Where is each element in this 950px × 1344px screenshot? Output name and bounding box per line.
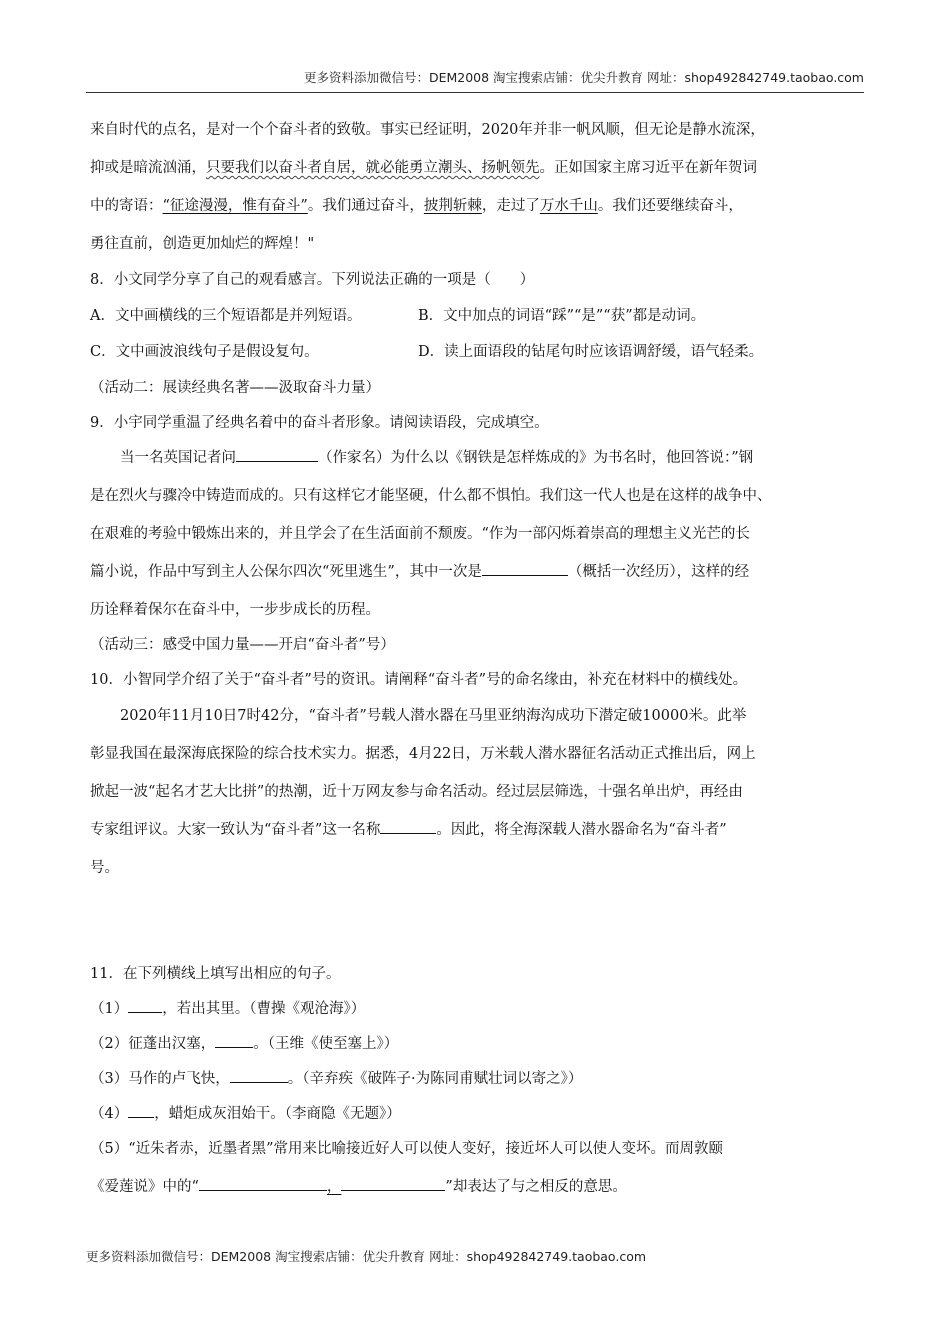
q9-text: （作家名）为什么以《钢铁是怎样炼成的》为书名时，他回答说：”钢 xyxy=(318,450,754,466)
q11-text: ，若出其里。（曹操《观沧海》） xyxy=(162,1001,366,1017)
underlined-phrase: “征途漫漫，惟有奋斗” xyxy=(162,198,308,214)
passage-text: 抑或是暗流汹涌， xyxy=(90,160,206,176)
passage-text: 中的寄语： xyxy=(90,198,163,214)
q11-stem: 11．在下列横线上填写出相应的句子。 xyxy=(90,966,341,982)
q10-text: 。因此，将全海深载人潜水器命名为“奋斗者” xyxy=(436,822,727,838)
q11-item-5-cont xyxy=(90,1175,627,1196)
q11-text: 。（王维《使至塞上》） xyxy=(253,1036,399,1052)
passage-line-2 xyxy=(90,156,757,177)
q9-stem: 9．小宇同学重温了经典名着中的奋斗者形象。请阅读语段，完成填空。 xyxy=(90,415,549,431)
q8-option-d: D．读上面语段的钻尾句时应该语调舒缓，语气轻柔。 xyxy=(418,344,764,360)
q10-line-3: 掀起一波“起名才艺大比拼”的热潮，近十万网友参与命名活动。经过层层筛选，十强名单出炉，再经由 xyxy=(90,784,743,800)
activity-2-heading: （活动二：展读经典名著——汲取奋斗力量） xyxy=(90,380,380,396)
q11-item-4 xyxy=(90,1102,401,1123)
q9-line-4 xyxy=(90,560,749,581)
page-footer: 更多资料添加微信号：DEM2008 淘宝搜索店铺：优尖升教育 网址：shop492842749.taobao.com xyxy=(86,1249,647,1264)
author-blank[interactable] xyxy=(236,447,318,462)
passage-line-1: 来自时代的点名，是对一个个奋斗者的致敬。事实已经证明，2020年并非一帆风顺，但无论是静水流深， xyxy=(90,122,765,138)
q11-text: （3）马作的卢飞快， xyxy=(90,1071,230,1087)
q9-line-2: 是在烈火与骤冷中铸造而成的。只有这样它才能坚硬，什么都不惧怕。我们这一代人也是在这样的战争中、 xyxy=(90,488,772,504)
q11-text: 《爱莲说》中的“ xyxy=(90,1179,199,1195)
q11-item-3 xyxy=(90,1067,582,1088)
q11-text: 。（辛弃疾《破阵子·为陈同甫赋壮词以寄之》） xyxy=(287,1071,583,1087)
q10-line-5: 号。 xyxy=(90,860,119,876)
q10-text: 专家组评议。大家一致认为“奋斗者”这一名称 xyxy=(90,822,381,838)
passage-text: 。我们还要继续奋斗， xyxy=(597,198,743,214)
q10-line-4 xyxy=(90,818,727,839)
passage-line-4: 勇往直前，创造更加灿烂的辉煌！" xyxy=(90,236,315,252)
q10-stem: 10．小智同学介绍了关于“奋斗者”号的资讯。请阐释“奋斗者”号的命名缘由，补充在材料中的横线处。 xyxy=(90,672,748,688)
poem-blank-1[interactable] xyxy=(128,998,162,1013)
q11-comma: ， xyxy=(326,1179,342,1195)
q9-line-5: 历诠释着保尔在奋斗中，一步步成长的历程。 xyxy=(90,602,380,618)
q8-stem: 8．小文同学分享了自己的观看感言。下列说法正确的一项是（ ） xyxy=(90,272,535,288)
q9-line-1 xyxy=(120,446,753,467)
passage-line-3 xyxy=(90,194,743,215)
page-header: 更多资料添加微信号：DEM2008 淘宝搜索店铺：优尖升教育 网址：shop492842749.taobao.com xyxy=(86,68,864,93)
poem-blank-3[interactable] xyxy=(230,1068,288,1083)
poem-blank-5b[interactable] xyxy=(341,1176,445,1191)
activity-3-heading: （活动三：感受中国力量——开启“奋斗者”号） xyxy=(90,637,395,653)
q8-option-c: C．文中画波浪线句子是假设复句。 xyxy=(90,344,319,360)
q11-text: （2）征蓬出汉塞， xyxy=(90,1036,216,1052)
q8-option-a: A．文中画横线的三个短语都是并列短语。 xyxy=(90,308,362,324)
q11-item-1 xyxy=(90,997,365,1018)
passage-text: 。正如国家主席习近平在新年贺词 xyxy=(539,160,757,176)
naming-reason-blank[interactable] xyxy=(380,819,436,834)
underlined-phrase: 披荆斩棘 xyxy=(423,198,482,214)
q11-text: （1） xyxy=(90,1001,129,1017)
underlined-phrase: 万水千山 xyxy=(539,198,598,214)
q10-line-2: 彰显我国在最深海底探险的综合技术实力。据悉，4月22日，万米载人潜水器征名活动正式推出后，网上 xyxy=(90,746,756,762)
q11-text: （4） xyxy=(90,1106,129,1122)
q9-text: （概括一次经历），这样的经 xyxy=(567,564,750,580)
q9-line-3: 在艰难的考验中锻炼出来的，并且学会了在生活面前不颓废。“作为一部闪烁着崇高的理想主义光芒的长 xyxy=(90,526,750,542)
q9-text: 当一名英国记者问 xyxy=(120,450,236,466)
wavy-sentence: 只要我们以奋斗者自居，就必能勇立潮头、扬帆领先 xyxy=(206,160,540,176)
poem-blank-2[interactable] xyxy=(215,1033,253,1048)
poem-blank-5a[interactable] xyxy=(199,1176,327,1191)
q10-line-1: 2020年11月10日7时42分，“奋斗者”号载人潜水器在马里亚纳海沟成功下潜定破10000米。此举 xyxy=(120,708,747,724)
q11-text: ，蜡炬成灰泪始干。（李商隐《无题》） xyxy=(154,1106,401,1122)
experience-blank[interactable] xyxy=(482,561,568,576)
poem-blank-4[interactable] xyxy=(128,1103,154,1118)
q11-item-2 xyxy=(90,1032,398,1053)
passage-text: ，走过了 xyxy=(481,198,540,214)
q11-item-5: （5）“近朱者赤，近墨者黑”常用来比喻接近好人可以使人变好，接近坏人可以使人变坏。而周敦颐 xyxy=(90,1141,724,1157)
q11-text: ”却表达了与之相反的意思。 xyxy=(445,1179,627,1195)
q8-option-b: B．文中加点的词语“踩”“是”“获”都是动词。 xyxy=(418,308,706,324)
q9-text: 篇小说，作品中写到主人公保尔四次“死里逃生”，其中一次是 xyxy=(90,564,482,580)
passage-text: 。我们通过奋斗， xyxy=(307,198,424,214)
